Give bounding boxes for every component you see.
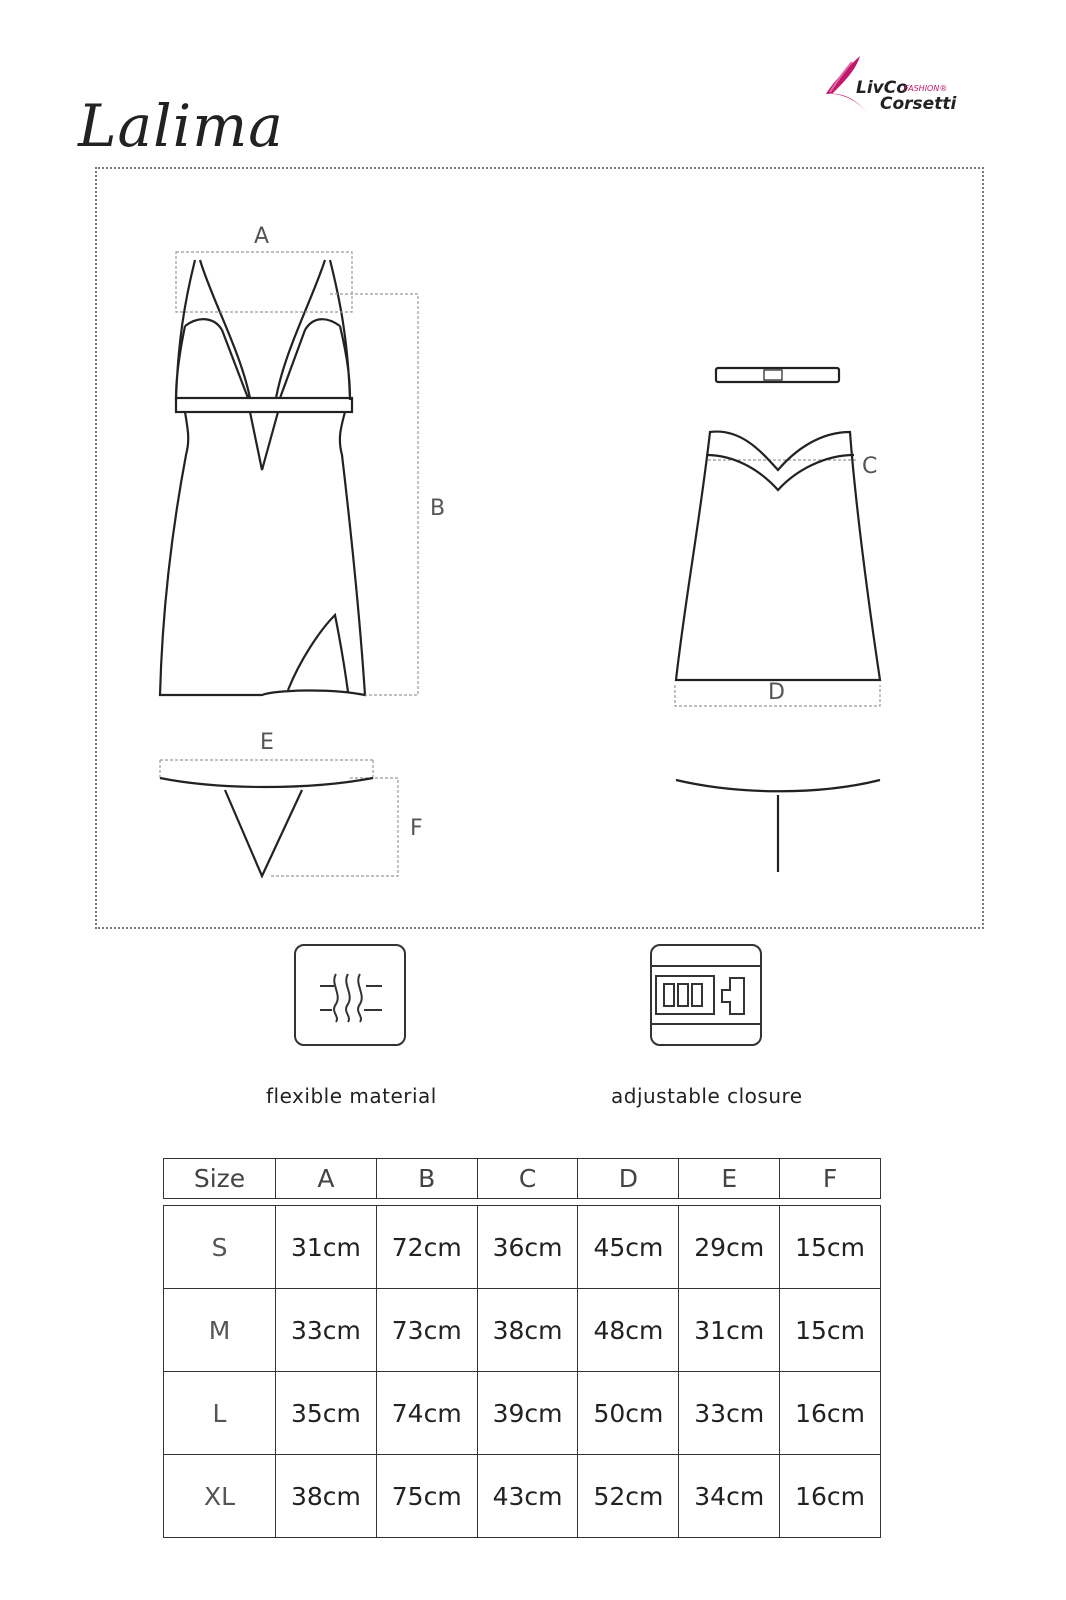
table-header-row: [164, 1159, 881, 1199]
measurement-cell: 33cm: [679, 1372, 780, 1455]
measurement-cell: 33cm: [276, 1289, 377, 1372]
label-e: E: [260, 730, 274, 755]
measurement-cell: 74cm: [376, 1372, 477, 1455]
measurement-cell: 72cm: [376, 1206, 477, 1289]
label-f: F: [410, 816, 423, 841]
chemise-front-drawing: [160, 260, 365, 695]
table-row: [164, 1455, 881, 1538]
feature-label-closure: adjustable closure: [611, 1084, 803, 1108]
measurement-cell: 31cm: [679, 1289, 780, 1372]
size-cell: L: [164, 1372, 276, 1455]
brand-line1: LivCo: [856, 78, 908, 98]
label-c: C: [862, 454, 878, 479]
brand-line2: Corsetti: [880, 94, 957, 114]
measurement-cell: 16cm: [780, 1372, 881, 1455]
size-cell: XL: [164, 1455, 276, 1538]
label-d: D: [768, 680, 785, 705]
header-cell: Size: [164, 1159, 276, 1199]
header-cell: E: [679, 1159, 780, 1199]
header-cell: F: [780, 1159, 881, 1199]
feature-label-flexible: flexible material: [266, 1084, 437, 1108]
measurement-cell: 38cm: [276, 1455, 377, 1538]
product-title: Lalima: [78, 92, 284, 160]
table-row: [164, 1206, 881, 1289]
chemise-back-drawing: [676, 368, 880, 680]
measurement-cell: 50cm: [578, 1372, 679, 1455]
measurement-cell: 34cm: [679, 1455, 780, 1538]
measurement-cell: 73cm: [376, 1289, 477, 1372]
header-cell: B: [376, 1159, 477, 1199]
flexible-material-icon: [294, 944, 406, 1046]
header-cell: C: [477, 1159, 578, 1199]
measurement-cell: 15cm: [780, 1206, 881, 1289]
measurement-cell: 39cm: [477, 1372, 578, 1455]
header-cell: D: [578, 1159, 679, 1199]
size-cell: M: [164, 1289, 276, 1372]
measurement-cell: 52cm: [578, 1455, 679, 1538]
measurement-cell: 15cm: [780, 1289, 881, 1372]
header-cell: A: [276, 1159, 377, 1199]
measurement-cell: 43cm: [477, 1455, 578, 1538]
measurement-cell: 16cm: [780, 1455, 881, 1538]
adjustable-closure-icon: [650, 944, 762, 1046]
label-a: A: [254, 224, 270, 249]
measurement-cell: 29cm: [679, 1206, 780, 1289]
size-cell: S: [164, 1206, 276, 1289]
thong-back-drawing: [676, 780, 880, 872]
table-row: [164, 1372, 881, 1455]
measurement-cell: 48cm: [578, 1289, 679, 1372]
measurement-cell: 45cm: [578, 1206, 679, 1289]
measurement-cell: 38cm: [477, 1289, 578, 1372]
size-table: [163, 1205, 881, 1538]
measure-guides: [160, 252, 880, 876]
measurement-cell: 75cm: [376, 1455, 477, 1538]
measurement-cell: 31cm: [276, 1206, 377, 1289]
thong-front-drawing: [160, 778, 373, 876]
label-b: B: [430, 496, 446, 521]
size-table-header: [163, 1158, 881, 1199]
brand-tag: FASHION®: [904, 84, 948, 93]
measurement-cell: 35cm: [276, 1372, 377, 1455]
table-row: [164, 1289, 881, 1372]
measurement-cell: 36cm: [477, 1206, 578, 1289]
